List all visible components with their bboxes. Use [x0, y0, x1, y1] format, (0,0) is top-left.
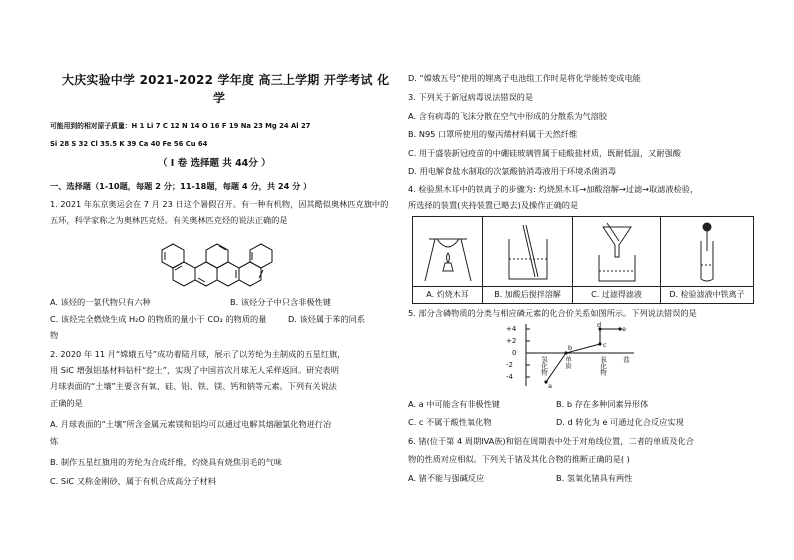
ytick-zero: 0 [512, 349, 517, 357]
q3-option-c: C. 用于盛装新冠疫苗的中硼硅玻璃管属于硅酸盐材质，既耐低温，又耐强酸 [408, 148, 681, 158]
q1-option-d: D. 该烃属于苯的同系 [288, 314, 366, 324]
q4-line1: 4. 检验黑木耳中的铁离子的步骤为: 灼烧黑木耳→加酸溶解→过滤→取滤液检验， [408, 184, 699, 194]
apparatus-cell-a [413, 217, 483, 303]
phosphorus-valence-chart [504, 322, 654, 392]
apparatus-cell-b [483, 217, 573, 303]
dropper-test-tube-icon [661, 221, 753, 283]
atomic-mass-line2: Si 28 S 32 Cl 35.5 K 39 Ca 40 Fe 56 Cu 64 [50, 140, 208, 148]
ytick-plus4: +4 [506, 325, 517, 333]
q2-line2: 用 SiC 增强铝基材料钻杆“挖土”，实现了中国首次月球无人采样返回。研究表明 [50, 365, 339, 375]
exam-title-line2: 学 [213, 91, 226, 105]
part1-heading: （ I 卷 选择题 共 44分 ） [158, 158, 271, 169]
q3-stem: 3. 下列关于新冠病毒说法错误的是 [408, 92, 534, 102]
crucible-tripod-icon [413, 221, 483, 283]
q3-option-a: A. 含有病毒的飞沫分散在空气中形成的分散系为气溶胶 [408, 111, 607, 121]
ytick-plus2: +2 [506, 337, 517, 345]
q4-line2: 所选择的装置(夹持装置已略去)及操作正确的是 [408, 200, 579, 210]
section1-heading: 一、选择题（1-10题，每题 2 分；11-18题，每题 4 分，共 24 分 ） [50, 181, 312, 191]
q2-line3: 月球表面的“土壤”主要含有氧、硅、铝、铁、镁、钙和钠等元素。下列有关说法 [50, 381, 337, 391]
q2-option-a: A. 月球表面的“土壤”所含金属元素镁和铝均可以通过电解其熔融氯化物进行冶 [50, 419, 332, 429]
filtration-funnel-icon [573, 221, 661, 283]
caption-d: D. 检验滤液中铁离子 [661, 286, 753, 303]
beaker-stirring-icon [483, 221, 573, 283]
q2-line4: 正确的是 [50, 398, 83, 408]
q2-option-b: B. 制作五星红旗用的芳纶为合成纤维，灼烧具有烧焦羽毛的气味 [50, 457, 282, 467]
atomic-mass-line1: 可能用到的相对原子质量：H 1 Li 7 C 12 N 14 O 16 F 19 Na 23 Mg 24 Al 27 [50, 122, 311, 130]
caption-b: B. 加酸后搅拌溶解 [483, 286, 572, 303]
q6-option-a: A. 锗不能与强碱反应 [408, 473, 485, 483]
olympicene-structure [158, 240, 288, 292]
apparatus-table [412, 216, 754, 304]
q5-option-d: D. d 转化为 e 可通过化合反应实现 [556, 417, 684, 427]
point-e-label: e [622, 325, 626, 333]
q1-option-a: A. 该烃的一氯代物只有六种 [50, 297, 151, 307]
xlabel-oxide: 氧化物 [599, 356, 607, 376]
xlabel-element: 单质 [564, 356, 572, 369]
q6-line1: 6. 锗(位于第 4 周期IVA族)和铝在周期表中处于对角线位置，二者的单质及化合 [408, 436, 694, 446]
q2-option-a-cont: 炼 [50, 436, 59, 446]
q6-option-b: B. 氢氧化锗具有两性 [556, 473, 633, 483]
exam-title-line1: 大庆实验中学 2021-2022 学年度 高三上学期 开学考试 化 [62, 73, 390, 87]
apparatus-cell-c [573, 217, 661, 303]
q5-stem: 5. 部分含磷物质的分类与相应磷元素的化合价关系如图所示。下列说法错误的是 [408, 308, 697, 318]
q2-option-c: C. SiC 又称金刚砂，属于有机合成高分子材料 [50, 476, 216, 486]
q6-line2: 物的性质对应相似。下列关于锗及其化合物的推断正确的是( ) [408, 454, 630, 464]
q1-line1: 1. 2021 年东京奥运会在 7 月 23 日这个暑假召开。有一种有机物，因其酷似奥林匹克旗中的 [50, 199, 389, 209]
q1-option-c: C. 该烃完全燃烧生成 H₂O 的物质的量小于 CO₂ 的物质的量 [50, 314, 267, 324]
apparatus-cell-d [661, 217, 753, 303]
caption-a: A. 灼烧木耳 [413, 286, 482, 303]
q3-option-b: B. N95 口罩所使用的聚丙烯材料属于天然纤维 [408, 129, 578, 139]
xlabel-salt: 盐 [622, 356, 630, 363]
ytick-minus4: -4 [506, 373, 513, 381]
point-b-label: b [568, 344, 573, 352]
q5-option-c: C. c 不属于酸性氧化物 [408, 417, 492, 427]
point-a-label: a [548, 382, 552, 390]
ytick-minus2: -2 [506, 361, 513, 369]
q3-option-d: D. 用电解食盐水制取的次氯酸钠消毒液用于环境杀菌消毒 [408, 166, 617, 176]
q1-option-b: B. 该烃分子中只含非极性键 [230, 297, 331, 307]
point-c-label: c [603, 341, 607, 349]
caption-c: C. 过滤得滤液 [573, 286, 660, 303]
q1-line2: 五环，科学家称之为奥林匹克烃。有关奥林匹克烃的说法正确的是 [50, 215, 288, 225]
point-d-label: d [597, 322, 602, 329]
q1-option-d-cont: 物 [50, 330, 59, 340]
xlabel-hydride: 氢化物 [540, 356, 548, 376]
q2-line1: 2. 2020 年 11 月“嫦娥五号”成功着陆月球，展示了以芳纶为主制成的五星红旗， [50, 349, 346, 359]
q2-option-d: D. “嫦娥五号”使用的锂离子电池组工作时是将化学能转变成电能 [408, 73, 641, 83]
q5-option-a: A. a 中可能含有非极性键 [408, 399, 500, 409]
q5-option-b: B. b 存在多种同素异形体 [556, 399, 649, 409]
